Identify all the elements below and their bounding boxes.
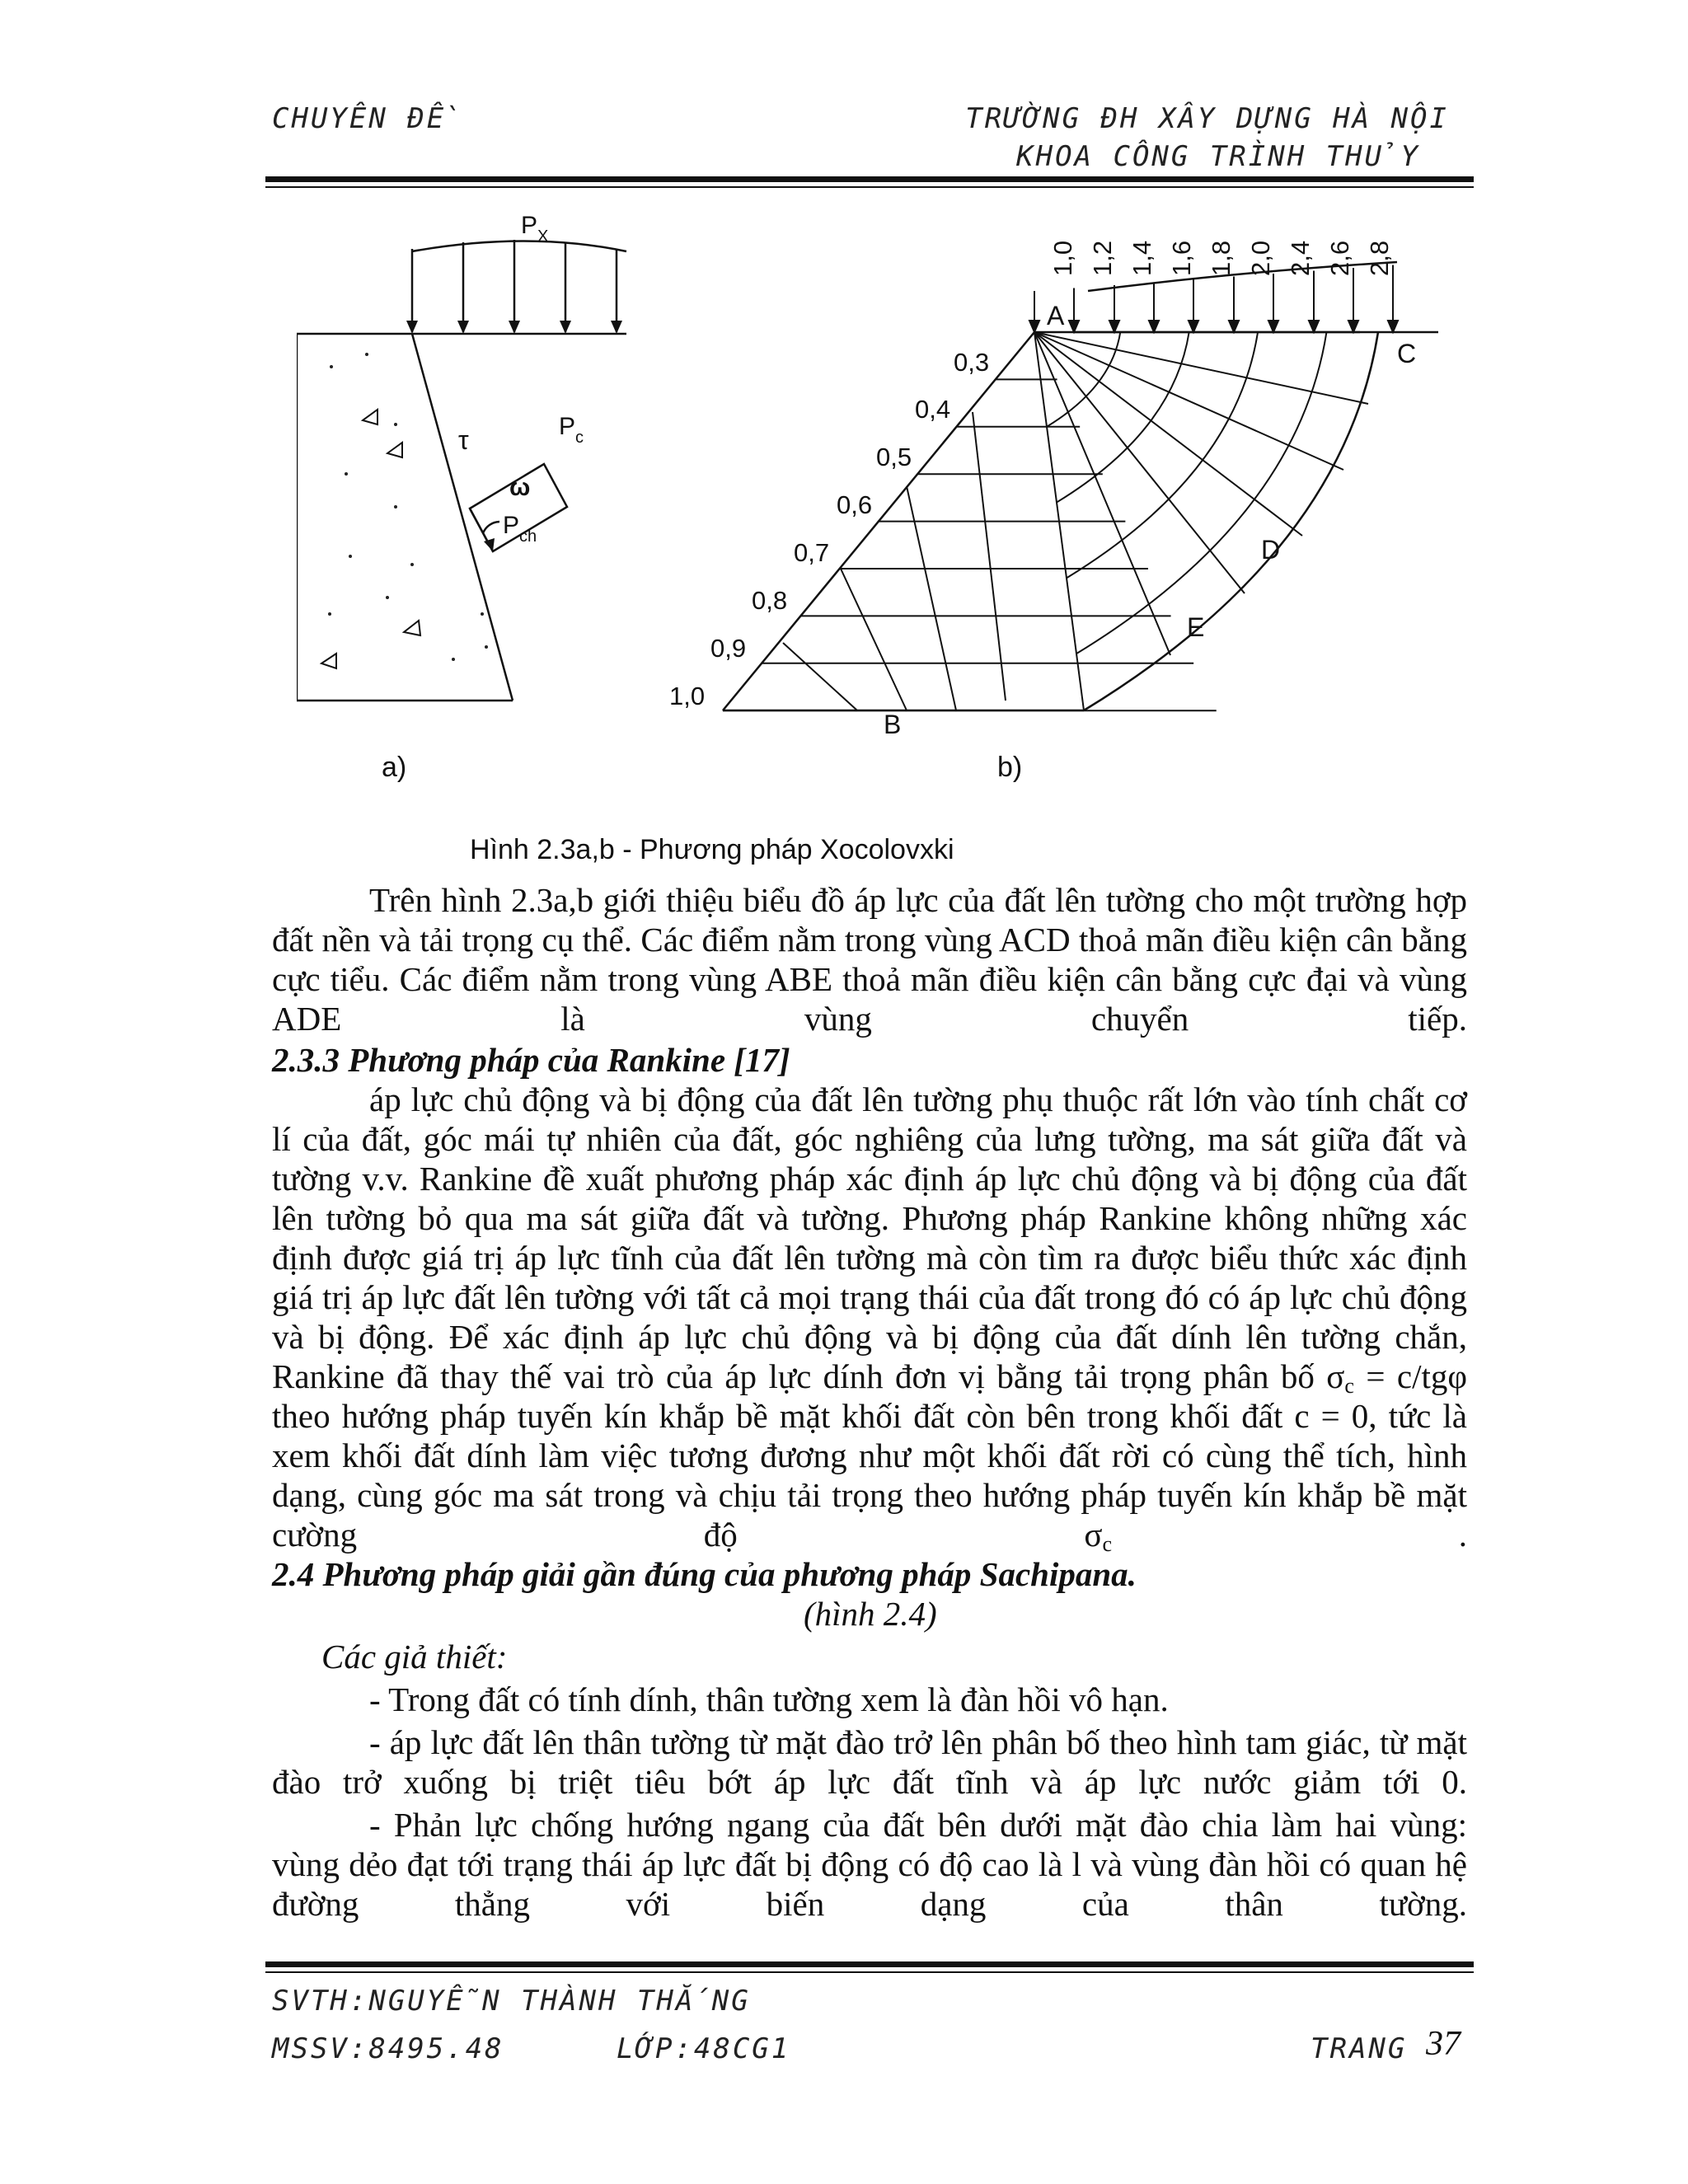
mesh-arc [1047, 332, 1120, 427]
mesh-diagonal [973, 412, 1006, 701]
top-label: 1,2 [1088, 240, 1117, 276]
footer-rule-thick [265, 1961, 1474, 1967]
left-label: 0,5 [876, 443, 912, 471]
top-label: 2,8 [1365, 240, 1394, 276]
figure-caption: Hình 2.3a,b - Phương pháp Xocolovxki [470, 834, 954, 865]
top-label: 1,0 [1048, 240, 1077, 276]
paragraph-rankine: áp lực chủ động và bị động của đất lên tường phụ thuộc rất lớn vào tính chất cơ lí của đất, góc mái tự nhiên của đất, góc nghiêng của lưng tường, ma sát giữa đất và tường v.v. Rankine đề xuất phương pháp xác định áp lực chủ động và bị động của đất lên tường bỏ qua ma sát giữa đất và tường. Phương pháp Rankine không những xác định được giá trị áp lực tĩnh của đất lên tường mà còn tìm ra được biểu thức xác định giá trị áp lực đất lên tường với tất cả mọi trạng thái của đất trong đó có áp lực chủ động và bị động. Để xác định áp lực chủ động và bị động của đất dính lên tường chắn, Rankine đã thay thế vai trò của áp lực dính đơn vị bằng tải trọng phân bố $\sigma_c = c/tg\varphi$ theo hướng pháp tuyến kín khắp bề mặt khối đất còn bên trong khối đất c = 0, tức là xem khối đất dính làm việc tương đương như một khối đất rời có cùng thể tích, hình dạng, cùng góc ma sát trong và chịu tải trọng theo hướng pháp tuyến kín khắp bề mặt cường độ $\sigma_c$ . [272, 1080, 1468, 1556]
top-label: 2,6 [1325, 240, 1354, 276]
mesh-arc [1067, 332, 1258, 578]
arrow-head [1348, 321, 1358, 332]
figure-a-label: a) [382, 752, 407, 783]
mesh-diagonal [783, 643, 857, 710]
point-d-label: D [1261, 535, 1281, 565]
mesh-diagonal [841, 569, 907, 710]
footer-page-number: 37 [1426, 2025, 1461, 2063]
arrow-head [1189, 321, 1198, 332]
footer-rule-thin [265, 1971, 1474, 1973]
figure-b-label: b) [997, 752, 1023, 783]
assumptions-label: Các giả thiết: [321, 1638, 508, 1675]
top-label: 1,6 [1167, 240, 1196, 276]
left-label: 0,4 [915, 395, 951, 424]
pch-label: $P_{ch}$ [503, 512, 537, 546]
point-a-label: A [1047, 301, 1065, 330]
footer-mssv: MSSV:8495.48 [272, 2032, 504, 2065]
header-rule-thick [265, 176, 1474, 182]
left-label: 0,9 [710, 634, 747, 663]
left-label: 1,0 [669, 682, 706, 710]
top-label: 2,4 [1286, 240, 1315, 276]
arrow-head [1388, 321, 1398, 332]
header-rule-thin [265, 186, 1474, 188]
top-labels [1048, 241, 1394, 276]
mesh-diagonal [907, 486, 956, 710]
arrow-head [1109, 321, 1119, 332]
assumption-2: - áp lực đất lên thân tường từ mặt đào trở lên phân bố theo hình tam giác, từ mặt đào trở xuống bị triệt tiêu bớt áp lực đất tĩnh và áp lực nước giảm tới 0. [272, 1723, 1467, 1801]
arrow-head [1029, 321, 1039, 332]
assumption-3: - Phản lực chống hướng ngang của đất bên dưới mặt đào chia làm hai vùng: vùng dẻo đạt tới trạng thái áp lực đất bị động có độ cao là l và vùng đàn hồi có quan hệ đường thẳng với biến dạng của thân tường. [272, 1806, 1467, 1923]
figure-a [297, 202, 643, 729]
left-label: 0,6 [837, 490, 873, 519]
heading-2-3-3: 2.3.3 Phương pháp của Rankine [17] [272, 1041, 790, 1079]
heading-2-4-figure-ref: (hình 2.4) [804, 1595, 937, 1633]
header-left: CHUYÊN ĐỀ [272, 102, 463, 135]
arrow-head [1309, 321, 1319, 332]
arrow-head [1229, 321, 1239, 332]
footer-class: LỚP:48CG1 [617, 2032, 791, 2065]
arrow-head [1069, 321, 1079, 332]
left-label: 0,3 [954, 348, 990, 377]
header-school: TRƯỜNG ĐH XÂY DỰNG HÀ NỘI [965, 102, 1449, 135]
mesh-arc [1076, 332, 1326, 654]
assumption-1: - Trong đất có tính dính, thân tường xem là đàn hồi vô hạn. [369, 1680, 1169, 1718]
omega-label: ω [509, 474, 531, 501]
point-b-label: B [884, 710, 902, 733]
figure-b [659, 206, 1451, 733]
footer-student: SVTH:NGUYỄN THÀNH THẮNG [272, 1985, 751, 2018]
paragraph-figure-desc: Trên hình 2.3a,b giới thiệu biểu đồ áp lực của đất lên tường cho một trường hợp đất nền và tải trọng cụ thể. Các điểm nằm trong vùng ACD thoả mãn điều kiện cân bằng cực tiểu. Các điểm nằm trong vùng ABE thoả mãn điều kiện cân bằng cực đại và vùng ADE là vùng chuyển tiếp. [272, 881, 1467, 1038]
top-label: 2,0 [1246, 240, 1275, 276]
top-label: 1,8 [1207, 240, 1236, 276]
top-label: 1,4 [1128, 240, 1156, 276]
left-label: 0,8 [752, 586, 788, 615]
arrow-head [1268, 321, 1278, 332]
arrow-head [1149, 321, 1159, 332]
left-labels [669, 348, 989, 710]
pc-label: $P_c$ [559, 413, 584, 447]
left-label: 0,7 [794, 538, 830, 567]
point-c-label: C [1397, 339, 1417, 368]
footer-page-label: TRANG [1311, 2032, 1408, 2065]
point-e-label: E [1187, 612, 1205, 642]
heading-2-4: 2.4 Phương pháp giải gần đúng của phương pháp Sachipana. [272, 1555, 1137, 1593]
header-faculty: KHOA CÔNG TRÌNH THỦY [1016, 140, 1420, 173]
load-label: $P_X$ [521, 212, 549, 246]
mesh-arc [1057, 332, 1189, 503]
tau-label: τ [458, 425, 469, 455]
